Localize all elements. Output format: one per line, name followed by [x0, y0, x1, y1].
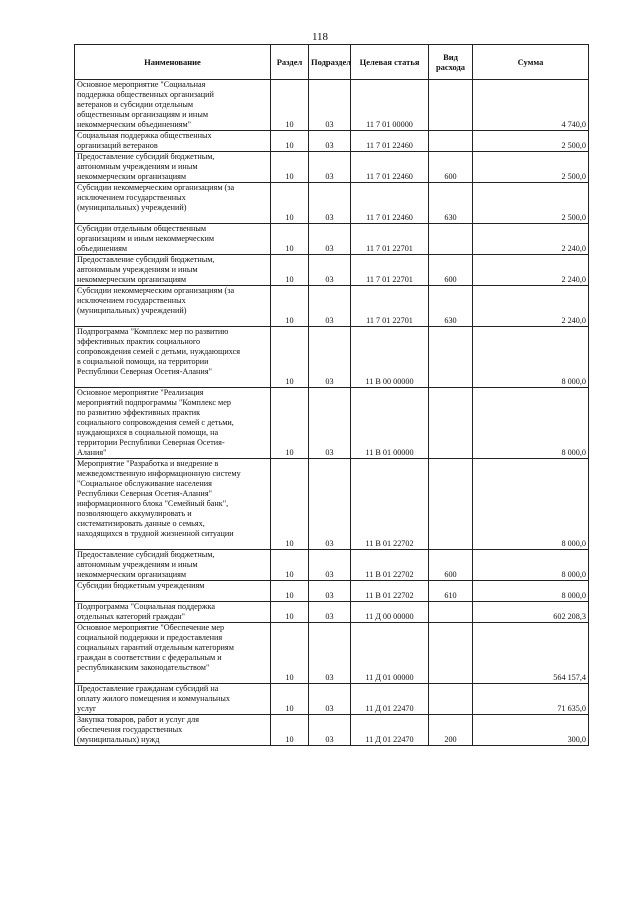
header-expense-type: Вид расхода [429, 45, 473, 80]
table-row [75, 327, 589, 388]
row-name-line: автономным учреждениям и иным [77, 265, 198, 274]
cell-podrazdel: 03 [309, 550, 351, 581]
cell-target-article: 11 7 01 22460 [351, 183, 429, 224]
cell-podrazdel: 03 [309, 684, 351, 715]
cell-expense-type [429, 327, 473, 388]
cell-sum: 8 000,0 [473, 550, 589, 581]
cell-razdel: 10 [271, 80, 309, 131]
row-name [75, 581, 271, 602]
cell-target-article: 11 7 01 22460 [351, 131, 429, 152]
cell-sum: 2 500,0 [473, 131, 589, 152]
cell-podrazdel: 03 [309, 183, 351, 224]
table-row [75, 581, 589, 602]
cell-expense-type [429, 131, 473, 152]
row-name-line: ветеранов и субсидии отдельным [77, 100, 194, 109]
cell-razdel: 10 [271, 183, 309, 224]
row-name-line: некоммерческим объединениям" [77, 120, 192, 129]
table-row [75, 131, 589, 152]
row-name [75, 80, 271, 131]
row-name [75, 183, 271, 224]
row-name-line: поддержка общественных организаций [77, 90, 214, 99]
row-name [75, 152, 271, 183]
row-name-line: Республики Северная Осетия-Алания" [77, 489, 212, 498]
row-name [75, 602, 271, 623]
row-name-line: в социальной помощи, на территории [77, 357, 209, 366]
row-name-line [77, 673, 268, 683]
row-name-line: организациям и иным некоммерческим [77, 234, 215, 243]
cell-sum: 564 157,4 [473, 623, 589, 684]
table-row [75, 80, 589, 131]
row-name [75, 224, 271, 255]
row-name [75, 255, 271, 286]
row-name-line: межведомственную информационную систему [77, 469, 241, 478]
cell-razdel: 10 [271, 623, 309, 684]
row-name [75, 623, 271, 684]
row-name-line: Подпрограмма "Комплекс мер по развитию [77, 327, 229, 336]
cell-expense-type: 630 [429, 183, 473, 224]
row-name-line: Республики Северная Осетия-Алания" [77, 367, 212, 376]
cell-expense-type [429, 459, 473, 550]
row-name-line: информационного блока "Семейный банк", [77, 499, 229, 508]
cell-sum: 2 500,0 [473, 183, 589, 224]
header-sum: Сумма [473, 45, 589, 80]
cell-target-article: 11 Д 01 22470 [351, 684, 429, 715]
row-name [75, 388, 271, 459]
row-name-line: Основное мероприятие "Обеспечение мер [77, 623, 225, 632]
cell-razdel: 10 [271, 602, 309, 623]
cell-target-article: 11 Д 00 00000 [351, 602, 429, 623]
table-row [75, 715, 589, 746]
cell-podrazdel: 03 [309, 152, 351, 183]
row-name [75, 459, 271, 550]
row-name-line: республиканским законодательством" [77, 663, 210, 672]
row-name-line: обеспечения государственных [77, 725, 183, 734]
cell-target-article: 11 7 01 22701 [351, 224, 429, 255]
cell-target-article: 11 7 01 00000 [351, 80, 429, 131]
cell-expense-type: 600 [429, 255, 473, 286]
cell-target-article: 11 7 01 22460 [351, 152, 429, 183]
cell-expense-type [429, 684, 473, 715]
row-name-line [77, 377, 268, 387]
table-body [75, 80, 589, 746]
row-name-line: социального сопровождения семей с детьми, [77, 418, 234, 427]
row-name-line: нуждающихся в социальной помощи, на [77, 428, 219, 437]
row-name-line: Закупка товаров, работ и услуг для [77, 715, 199, 724]
row-name-line: общественным организациям и иным [77, 110, 209, 119]
cell-expense-type: 200 [429, 715, 473, 746]
row-name-line: Субсидии некоммерческим организациям (за [77, 183, 235, 192]
row-name-line: исключением государственных [77, 193, 186, 202]
row-name-line: (муниципальных) учреждений) [77, 306, 187, 315]
row-name-line [77, 213, 268, 223]
cell-podrazdel: 03 [309, 459, 351, 550]
cell-podrazdel: 03 [309, 581, 351, 602]
cell-expense-type [429, 388, 473, 459]
row-name [75, 131, 271, 152]
row-name-line: Алания" [77, 448, 107, 457]
cell-target-article: 11 В 00 00000 [351, 327, 429, 388]
cell-razdel: 10 [271, 286, 309, 327]
row-name-line: Мероприятие "Разработка и внедрение в [77, 459, 219, 468]
cell-razdel: 10 [271, 715, 309, 746]
row-name-line: социальной поддержки и предоставления [77, 633, 223, 642]
row-name-line: "Социальное обслуживание населения [77, 479, 212, 488]
table-row [75, 152, 589, 183]
cell-sum: 71 635,0 [473, 684, 589, 715]
cell-podrazdel: 03 [309, 131, 351, 152]
cell-razdel: 10 [271, 684, 309, 715]
row-name-line: Основное мероприятие "Социальная [77, 80, 206, 89]
row-name-line [77, 591, 268, 601]
cell-razdel: 10 [271, 581, 309, 602]
table-row [75, 602, 589, 623]
row-name-line: Предоставление субсидий бюджетным, [77, 152, 215, 161]
row-name-line: (муниципальных) учреждений) [77, 203, 187, 212]
row-name-line: мероприятий подпрограммы "Комплекс мер [77, 398, 231, 407]
row-name-line: (муниципальных) нужд [77, 735, 160, 744]
row-name-line: Социальная поддержка общественных [77, 131, 212, 140]
cell-sum: 2 240,0 [473, 255, 589, 286]
header-name: Наименование [75, 45, 271, 80]
row-name-line: позволяющего аккумулировать и [77, 509, 192, 518]
row-name-line: Предоставление гражданам субсидий на [77, 684, 219, 693]
row-name-line: сопровождения семей с детьми, нуждающихся [77, 347, 240, 356]
cell-podrazdel: 03 [309, 224, 351, 255]
cell-sum: 300,0 [473, 715, 589, 746]
row-name [75, 684, 271, 715]
page-number: 118 [311, 31, 329, 43]
cell-sum: 4 740,0 [473, 80, 589, 131]
cell-razdel: 10 [271, 224, 309, 255]
row-name-line: Предоставление субсидий бюджетным, [77, 255, 215, 264]
row-name-line: Субсидии некоммерческим организациям (за [77, 286, 235, 295]
row-name-line: эффективных практик социального [77, 337, 201, 346]
row-name-line: Подпрограмма "Социальная поддержка [77, 602, 216, 611]
cell-expense-type: 630 [429, 286, 473, 327]
header-razdel: Раздел [271, 45, 309, 80]
row-name-line [77, 539, 268, 549]
row-name-line: автономным учреждениям и иным [77, 560, 198, 569]
row-name-line: граждан в соответствии с федеральным и [77, 653, 222, 662]
cell-expense-type [429, 80, 473, 131]
cell-sum: 2 240,0 [473, 224, 589, 255]
row-name-line: некоммерческим организациям [77, 275, 187, 284]
cell-podrazdel: 03 [309, 80, 351, 131]
cell-razdel: 10 [271, 255, 309, 286]
cell-expense-type [429, 224, 473, 255]
budget-table [74, 44, 589, 746]
row-name-line: организаций ветеранов [77, 141, 158, 150]
cell-sum: 602 208,3 [473, 602, 589, 623]
header-podrazdel: Подраздел [309, 45, 351, 80]
row-name-line: оплату жилого помещения и коммунальных [77, 694, 231, 703]
cell-sum: 2 500,0 [473, 152, 589, 183]
row-name-line: систематизировать данные о семьях, [77, 519, 205, 528]
cell-razdel: 10 [271, 327, 309, 388]
cell-target-article: 11 Д 01 00000 [351, 623, 429, 684]
cell-podrazdel: 03 [309, 255, 351, 286]
row-name-line: объединениям [77, 244, 128, 253]
row-name-line: Субсидии бюджетным учреждениям [77, 581, 205, 590]
table-row [75, 183, 589, 224]
cell-target-article: 11 Д 01 22470 [351, 715, 429, 746]
table-row [75, 623, 589, 684]
row-name-line: территории Республики Северная Осетия- [77, 438, 225, 447]
cell-razdel: 10 [271, 152, 309, 183]
cell-razdel: 10 [271, 131, 309, 152]
cell-target-article: 11 7 01 22701 [351, 255, 429, 286]
cell-expense-type [429, 602, 473, 623]
header-target-article: Целевая статья [351, 45, 429, 80]
row-name-line: некоммерческим организациям [77, 570, 187, 579]
row-name [75, 327, 271, 388]
row-name-line: отдельных категорий граждан" [77, 612, 186, 621]
table-row [75, 550, 589, 581]
row-name-line [77, 316, 268, 326]
row-name-line: находящихся в трудной жизненной ситуации [77, 529, 234, 538]
cell-podrazdel: 03 [309, 286, 351, 327]
table-row [75, 388, 589, 459]
row-name-line: по развитию эффективных практик [77, 408, 201, 417]
cell-sum: 8 000,0 [473, 459, 589, 550]
cell-podrazdel: 03 [309, 602, 351, 623]
row-name-line: Основное мероприятие "Реализация [77, 388, 204, 397]
table-row [75, 684, 589, 715]
cell-sum: 8 000,0 [473, 581, 589, 602]
cell-razdel: 10 [271, 388, 309, 459]
cell-target-article: 11 В 01 22702 [351, 459, 429, 550]
row-name [75, 286, 271, 327]
row-name-line: исключением государственных [77, 296, 186, 305]
row-name-line: Субсидии отдельным общественным [77, 224, 207, 233]
cell-podrazdel: 03 [309, 623, 351, 684]
cell-sum: 2 240,0 [473, 286, 589, 327]
cell-expense-type: 610 [429, 581, 473, 602]
cell-podrazdel: 03 [309, 715, 351, 746]
cell-expense-type: 600 [429, 550, 473, 581]
cell-expense-type: 600 [429, 152, 473, 183]
cell-target-article: 11 В 01 22702 [351, 550, 429, 581]
cell-target-article: 11 В 01 00000 [351, 388, 429, 459]
row-name-line: Предоставление субсидий бюджетным, [77, 550, 215, 559]
table-row [75, 459, 589, 550]
cell-podrazdel: 03 [309, 327, 351, 388]
cell-razdel: 10 [271, 550, 309, 581]
cell-razdel: 10 [271, 459, 309, 550]
table-row [75, 255, 589, 286]
cell-expense-type [429, 623, 473, 684]
cell-target-article: 11 В 01 22702 [351, 581, 429, 602]
cell-sum: 8 000,0 [473, 327, 589, 388]
row-name [75, 550, 271, 581]
table-row [75, 224, 589, 255]
cell-sum: 8 000,0 [473, 388, 589, 459]
table-header-row [75, 45, 589, 80]
row-name-line: автономным учреждениям и иным [77, 162, 198, 171]
row-name-line: некоммерческим организациям [77, 172, 187, 181]
table-row [75, 286, 589, 327]
cell-podrazdel: 03 [309, 388, 351, 459]
row-name [75, 715, 271, 746]
row-name-line: услуг [77, 704, 97, 713]
row-name-line: социальных гарантий отдельным категориям [77, 643, 234, 652]
cell-target-article: 11 7 01 22701 [351, 286, 429, 327]
